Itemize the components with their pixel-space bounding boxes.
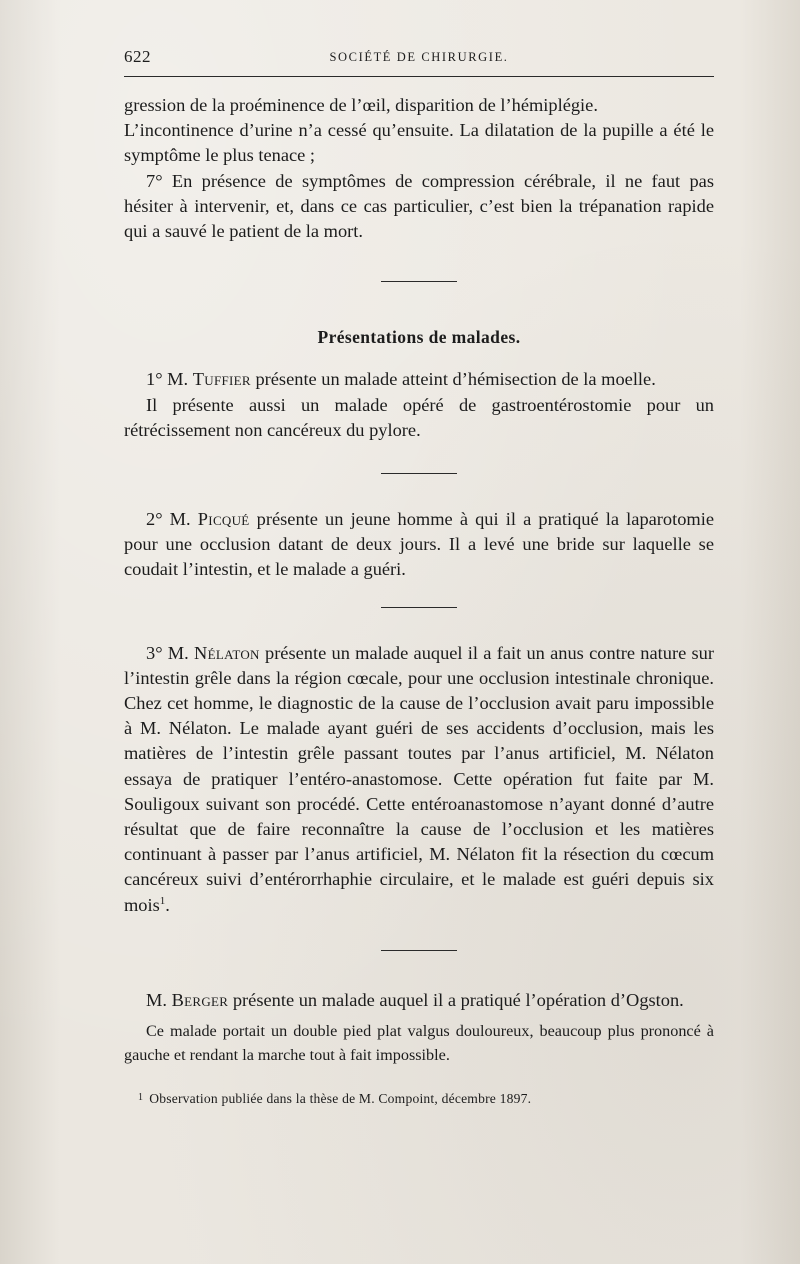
item-3-text: présente un malade auquel il a fait un anus contre nature sur l’intestin grêle dans la région cœcale, pour une occlusion intestinale chronique. Chez cet homme, le diagnostic de la cause de l’occlusion avait paru impossible à M. Nélaton. Le malade ayant guéri de ses accidents d’occlusion, mais les matières de l’intestin grêle passant toutes par l’anus artificiel, M. Nélaton essaya de pratiquer l’entéro-anastomose. Cette opération fut faite par M. Souligoux suivant son procédé. Cette entéroanastomose n’ayant donné d’autre résultat que de faire reconnaître la cause de l’occlusion et les matières continuant à passer par l’anus artificiel, M. Nélaton fit la résection du cœcum cancéreux suivi d’entérorrhaphie circulaire, et le malade est guéri depuis six mois [124,642,714,915]
point-seven-paragraph: 7° En présence de symptômes de compression cérébrale, il ne faut pas hésiter à intervenir, et, dans ce cas particulier, c’est bien la trépanation rapide qui a sauvé le patient de la mort. [124,170,714,242]
separator-rule [381,607,457,608]
page-header [124,44,714,72]
item-4-detail: Ce malade portait un double pied plat valgus douloureux, beaucoup plus prononcé à gauche et rendant la marche tout à fait impossible. [124,1022,714,1065]
item-2-paragraph [124,507,714,583]
item-1-number: 1° M. [146,369,189,390]
running-title: SOCIÉTÉ DE CHIRURGIE. [329,50,509,64]
page-body [124,93,714,1111]
item-2-name: Picqué [197,509,250,530]
item-2-text: présente un jeune homme à qui il a pratiqué la laparotomie pour une occlusion datant de deux jours. Il a levé une bride sur laquelle se coudait l’intestin, et le malade a guéri. [124,509,714,580]
footnote-mark: 1 [138,1092,144,1104]
item-3-end: . [165,894,170,915]
item-2-number: 2° M. [146,509,191,530]
intro-line: gression de la proéminence de l’œil, disparition de l’hémiplégie. [124,95,598,115]
item-3-paragraph [124,641,714,918]
item-1-text: présente un malade atteint d’hémisection de la moelle. [250,369,656,390]
separator-rule [381,473,457,474]
header-rule [124,76,714,77]
item-1-paragraph [124,367,714,392]
item-4-name: Berger [171,989,229,1010]
item-3-name: Nélaton [194,642,260,663]
footnote-text: Observation publiée dans la thèse de M. Compoint, décembre 1897. [149,1091,532,1107]
item-4-text: présente un malade auquel il a pratiqué l’opération d’Ogston. [228,989,684,1010]
separator-rule [381,950,457,951]
item-4-number: M. [146,989,167,1010]
footnote-reference[interactable]: 1 [159,894,166,907]
item-1-second-paragraph: Il présente aussi un malade opéré de gastroentérostomie pour un rétrécissement non cancéreux du pylore. [124,394,714,440]
item-4-paragraph [124,988,714,1013]
intro-paragraph: L’incontinence d’urine n’a cessé qu’ensuite. La dilatation de la pupille a été le symptôme le plus tenace ; [124,120,714,166]
footnote [124,1085,714,1111]
item-1-name: Tuffier [192,369,251,390]
item-3-number: 3° M. [146,642,189,663]
section-title: Présentations de malades. [317,327,521,348]
separator-rule [381,281,457,282]
page-number: 622 [124,47,151,66]
